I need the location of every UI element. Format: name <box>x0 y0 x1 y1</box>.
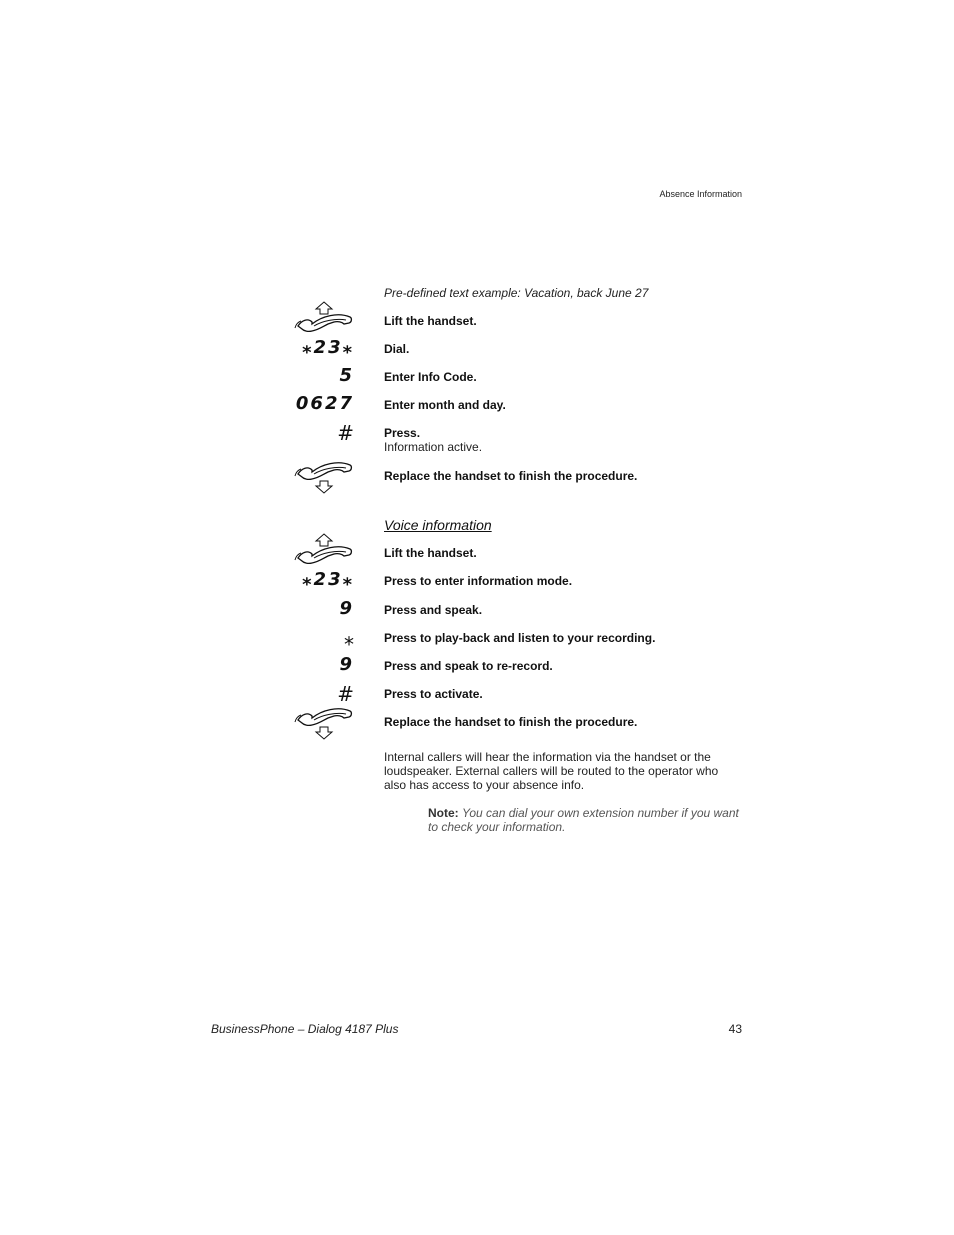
step-replace-handset-2: Replace the handset to finish the procedure. <box>384 715 638 729</box>
key-star23star: ⁎23⁎ <box>302 337 354 358</box>
step-dial: Dial. <box>384 342 410 356</box>
step-enter-info-code: Enter Info Code. <box>384 370 477 384</box>
key-hash-2: # <box>337 682 354 706</box>
footer-title: BusinessPhone – Dialog 4187 Plus <box>211 1022 399 1036</box>
example-note: Pre-defined text example: Vacation, back June 27 <box>384 286 649 300</box>
replace-handset-icon <box>292 460 356 496</box>
key-5: 5 <box>339 365 354 386</box>
step-playback: Press to play-back and listen to your recording. <box>384 631 656 645</box>
step-activate: Press to activate. <box>384 687 483 701</box>
step-lift-handset-2: Lift the handset. <box>384 546 477 560</box>
step-replace-handset: Replace the handset to finish the procedure. <box>384 469 638 483</box>
step-enter-month-day: Enter month and day. <box>384 398 506 412</box>
step-rerecord: Press and speak to re-record. <box>384 659 553 673</box>
lift-handset-icon <box>292 300 356 336</box>
key-0627: 0627 <box>295 393 354 414</box>
running-header: Absence Information <box>659 189 742 199</box>
key-star: ⁎ <box>344 626 354 650</box>
note-block <box>428 806 746 834</box>
info-paragraph: Internal callers will hear the information via the handset or the loudspeaker. External callers will be routed to the operator who also has access to your absence info. <box>384 750 719 792</box>
section-title-voice-information: Voice information <box>384 517 492 533</box>
step-lift-handset: Lift the handset. <box>384 314 477 328</box>
page-number: 43 <box>728 1022 742 1036</box>
key-9-rerecord: 9 <box>339 654 354 675</box>
step-enter-info-mode: Press to enter information mode. <box>384 574 573 588</box>
key-hash: # <box>337 421 354 445</box>
step-press-speak: Press and speak. <box>384 603 483 617</box>
key-9: 9 <box>339 598 354 619</box>
lift-handset-icon <box>292 532 356 568</box>
key-star23star-2: ⁎23⁎ <box>302 569 354 590</box>
step-press: Press. <box>384 426 421 440</box>
replace-handset-icon <box>292 706 356 742</box>
note-text: You can dial your own extension number if you want to check your information. <box>428 806 739 834</box>
note-label: Note: <box>428 806 459 820</box>
step-press-sub: Information active. <box>384 440 483 454</box>
